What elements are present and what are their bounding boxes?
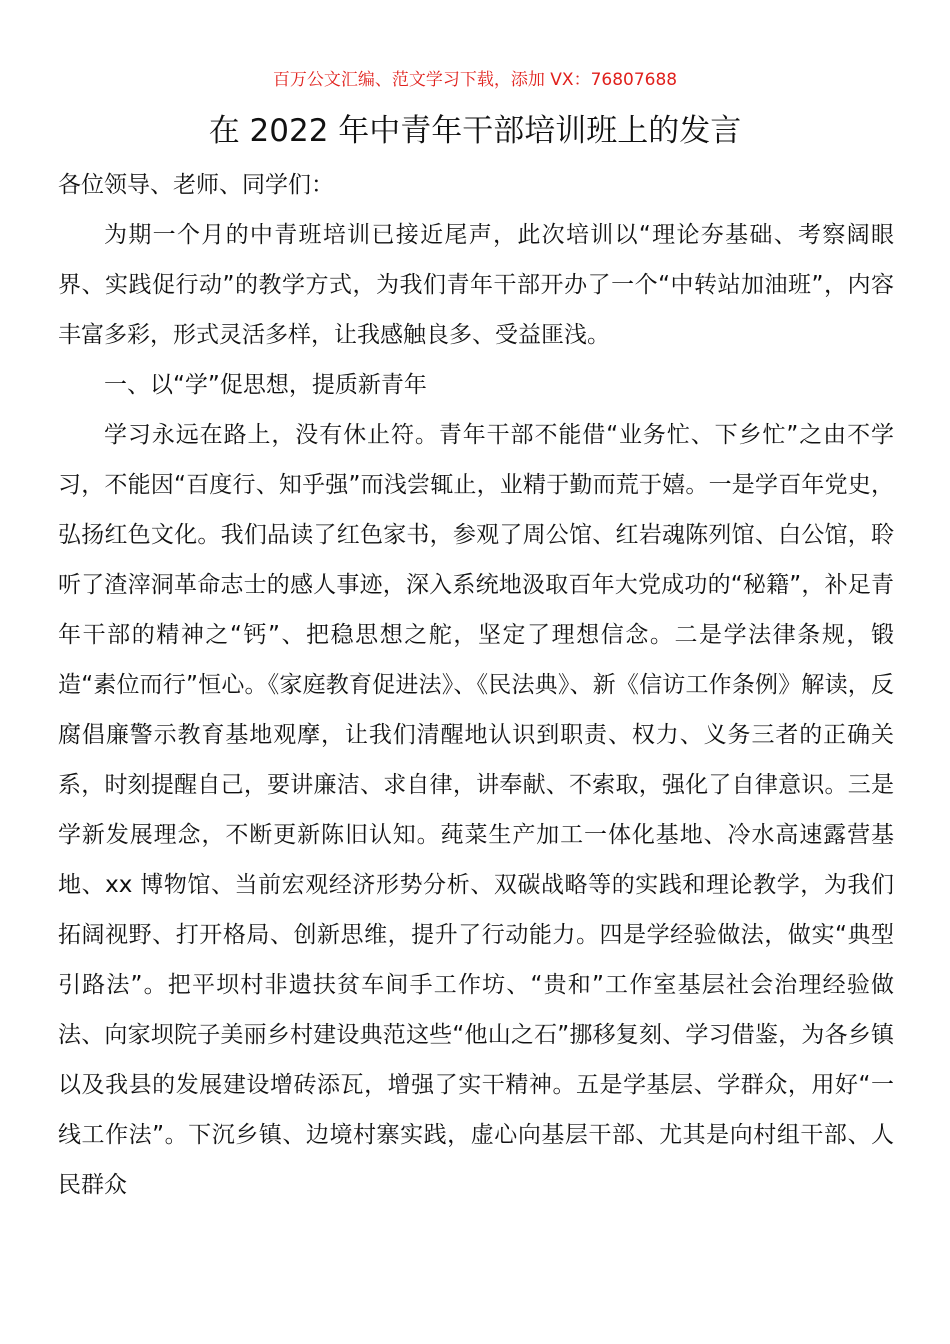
header-promo-note: 百万公文汇编、范文学习下载，添加 VX：76807688	[272, 70, 678, 90]
intro-paragraph: 为期一个月的中青班培训已接近尾声，此次培训以“理论夯基础、考察阔眼界、实践促行动”的教学方式，为我们青年干部开办了一个“中转站加油班”，内容丰富多彩，形式灵活多样，让我感触良多、受益匪浅。	[58, 222, 894, 348]
document-body	[58, 160, 894, 1210]
document-title: 在 2022 年中青年干部培训班上的发言	[208, 113, 742, 149]
salutation: 各位领导、老师、同学们：	[58, 172, 334, 198]
body-paragraph: 学习永远在路上，没有休止符。青年干部不能借“业务忙、下乡忙”之由不学习，不能因“百度行、知乎强”而浅尝辄止，业精于勤而荒于嬉。一是学百年党史，弘扬红色文化。我们品读了红色家书，参观了周公馆、红岩魂陈列馆、白公馆，聆听了渣滓洞革命志士的感人事迹，深入系统地汲取百年大党成功的“秘籍”，补足青年干部的精神之“钙”、把稳思想之舵，坚定了理想信念。二是学法律条规，锻造“素位而行”恒心。《家庭教育促进法》、《民法典》、新《信访工作条例》解读，反腐倡廉警示教育基地观摩，让我们清醒地认识到职责、权力、义务三者的正确关系，时刻提醒自己，要讲廉洁、求自律，讲奉献、不索取，强化了自律意识。三是学新发展理念，不断更新陈旧认知。莼菜生产加工一体化基地、冷水高速露营基地、xx 博物馆、当前宏观经济形势分析、双碳战略等的实践和理论教学，为我们拓阔视野、打开格局、创新思维，提升了行动能力。四是学经验做法，做实“典型引路法”。把平坝村非遗扶贫车间手工作坊、“贵和”工作室基层社会治理经验做法、向家坝院子美丽乡村建设典范这些“他山之石”挪移复刻、学习借鉴，为各乡镇以及我县的发展建设增砖添瓦，增强了实干精神。五是学基层、学群众，用好“一线工作法”。下沉乡镇、边境村寨实践，虚心向基层干部、尤其是向村组干部、人民群众	[58, 422, 894, 1198]
section-heading-1: 一、以“学”促思想，提质新青年	[104, 372, 427, 398]
